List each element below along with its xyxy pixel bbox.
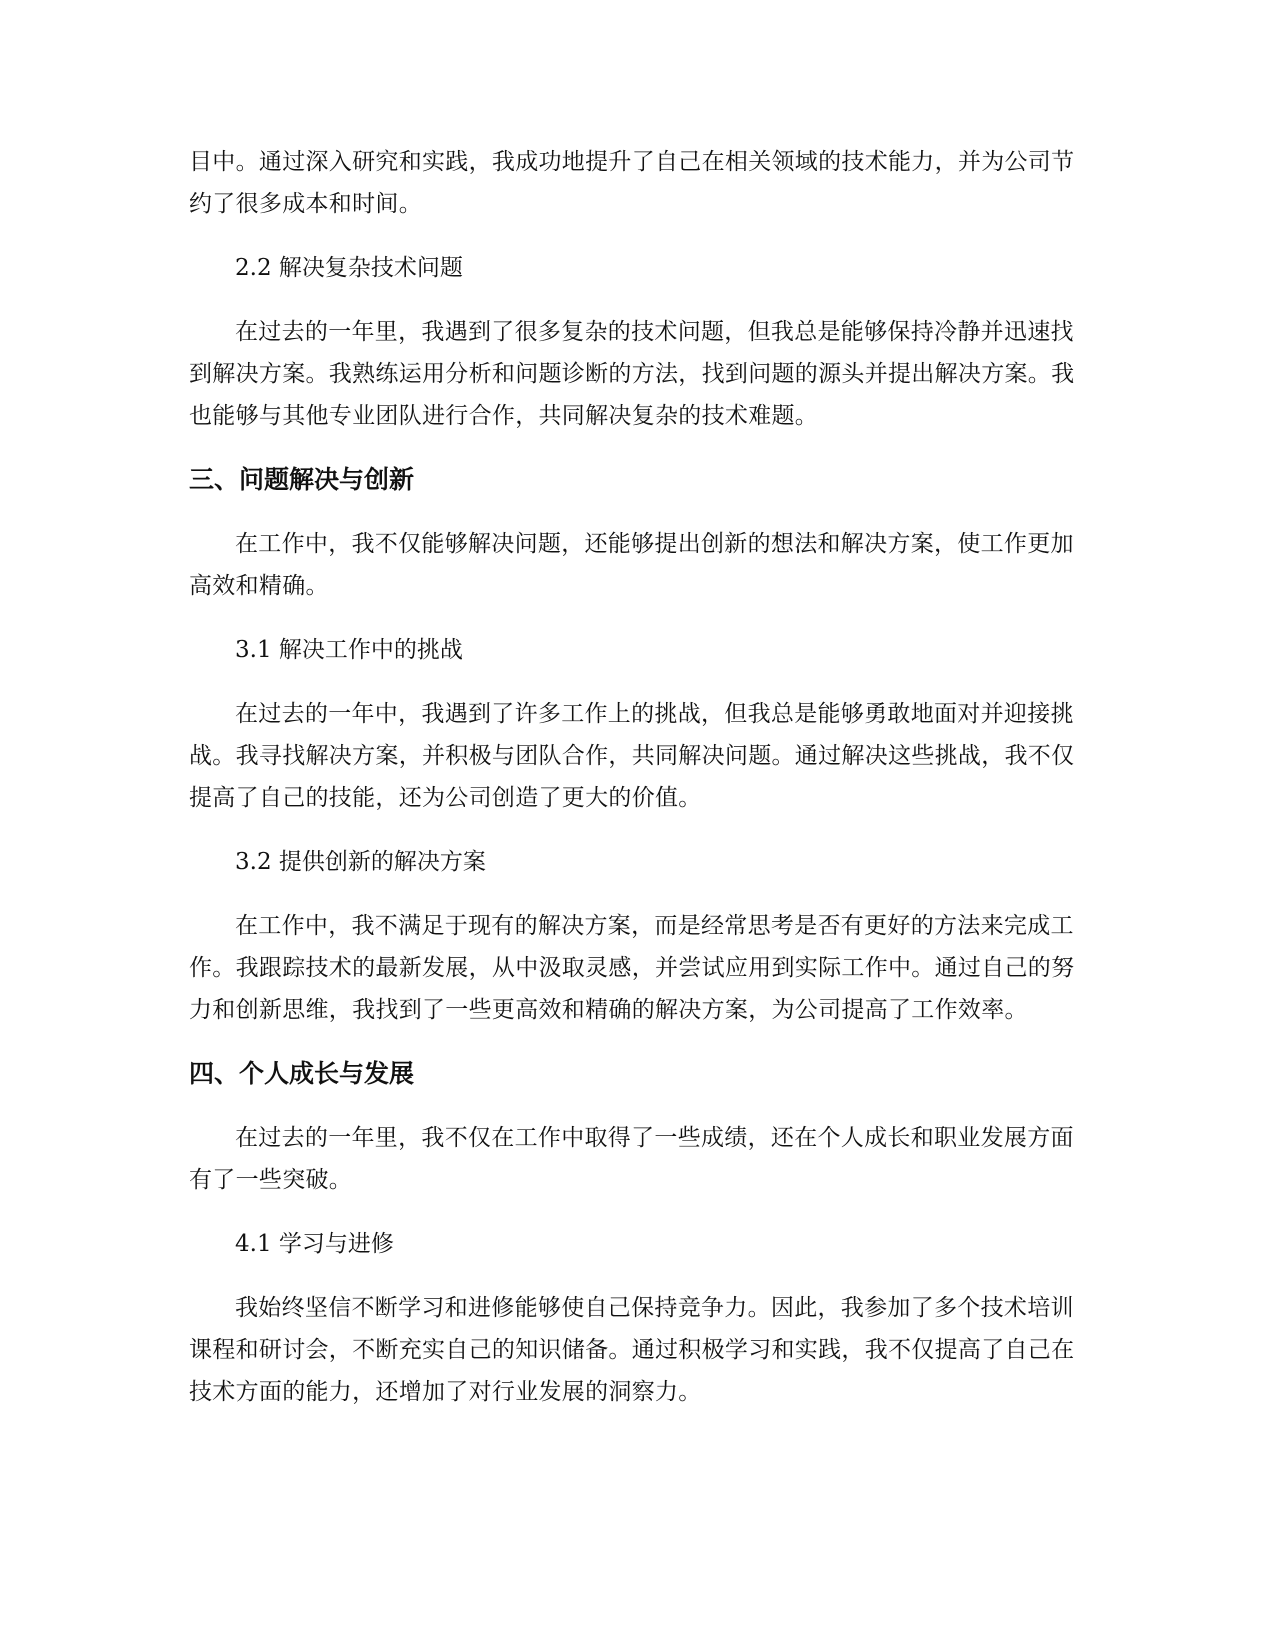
subheading-4-1: 4.1 学习与进修 <box>235 1231 394 1257</box>
paragraph-3-2: 在工作中，我不满足于现有的解决方案，而是经常思考是否有更好的方法来完成工作。我跟踪技术的最新发展，从中汲取灵感，并尝试应用到实际工作中。通过自己的努力和创新思维，我找到了一些更高效和精确的解决方案，为公司提高了工作效率。 <box>189 913 1075 1023</box>
paragraph-section-4-intro: 在过去的一年里，我不仅在工作中取得了一些成绩，还在个人成长和职业发展方面有了一些突破。 <box>189 1125 1074 1193</box>
paragraph-4-1: 我始终坚信不断学习和进修能够使自己保持竞争力。因此，我参加了多个技术培训课程和研讨会，不断充实自己的知识储备。通过积极学习和实践，我不仅提高了自己在技术方面的能力，还增加了对行业发展的洞察力。 <box>189 1295 1075 1405</box>
paragraph-continued: 目中。通过深入研究和实践，我成功地提升了自己在相关领域的技术能力，并为公司节约了很多成本和时间。 <box>189 149 1075 217</box>
paragraph-2-2: 在过去的一年里，我遇到了很多复杂的技术问题，但我总是能够保持冷静并迅速找到解决方案。我熟练运用分析和问题诊断的方法，找到问题的源头并提出解决方案。我也能够与其他专业团队进行合作，共同解决复杂的技术难题。 <box>189 319 1075 429</box>
subheading-2-2: 2.2 解决复杂技术问题 <box>235 255 463 281</box>
subheading-3-1: 3.1 解决工作中的挑战 <box>235 637 463 663</box>
paragraph-section-3-intro: 在工作中，我不仅能够解决问题，还能够提出创新的想法和解决方案，使工作更加高效和精确。 <box>189 531 1074 599</box>
document-body <box>189 141 1089 1435</box>
paragraph-3-1: 在过去的一年中，我遇到了许多工作上的挑战，但我总是能够勇敢地面对并迎接挑战。我寻找解决方案，并积极与团队合作，共同解决问题。通过解决这些挑战，我不仅提高了自己的技能，还为公司创造了更大的价值。 <box>189 701 1075 811</box>
heading-section-3: 三、问题解决与创新 <box>189 465 415 494</box>
heading-section-4: 四、个人成长与发展 <box>189 1059 415 1088</box>
subheading-3-2: 3.2 提供创新的解决方案 <box>235 849 486 875</box>
